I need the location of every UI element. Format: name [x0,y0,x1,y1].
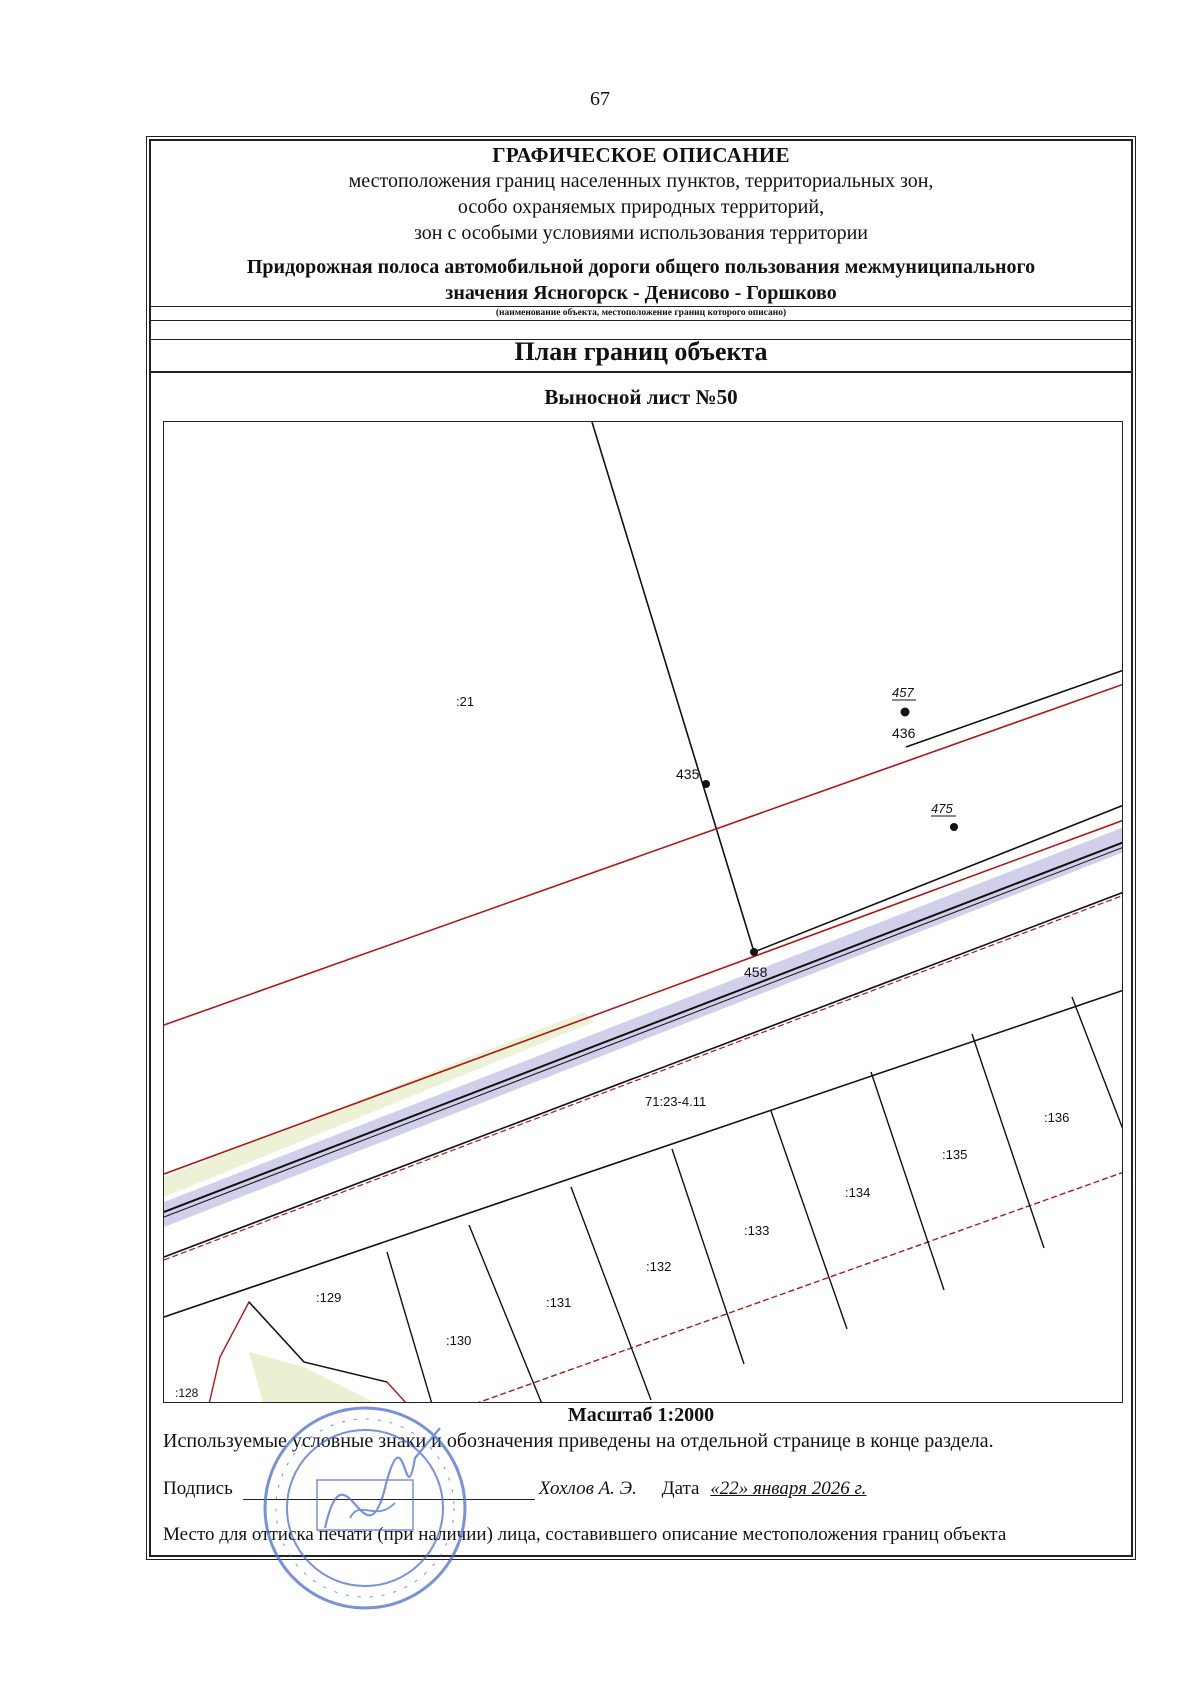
parcel-line [469,1225,542,1403]
label-parcel-132: :132 [646,1259,672,1274]
signature-label: Подпись [163,1478,233,1499]
signer-name: Хохлов А. Э. [538,1478,637,1499]
seal-stamp [255,1398,475,1618]
document-header [151,141,1131,306]
stamp-note: Место для оттиска печати (при наличии) лица, составившего описание местоположения границ объекта [163,1524,1007,1545]
parcel-line [754,805,1123,952]
label-parcel-129: :129 [316,1290,342,1305]
subtitle-line: особо охраняемых природных территорий, [457,196,825,218]
label-parcel-128: :128 [175,1386,199,1400]
green-area [249,1352,384,1403]
date-label: Дата [661,1478,700,1499]
strip-boundary-red [164,820,1123,1174]
parcel-line [672,1149,744,1364]
label-parcel-136: :136 [1044,1110,1070,1125]
label-458: 458 [744,964,768,980]
parcel-line [571,1187,651,1400]
parcel-line [1072,997,1123,1132]
label-475: 475 [931,801,953,816]
parcel-line [771,1111,847,1329]
parcel-line [871,1072,944,1290]
road-line [164,842,1123,1212]
road-edge-dashed [164,892,1123,1257]
point-475 [950,823,958,831]
seal-svg [255,1398,475,1618]
label-zone: 71:23-4.11 [645,1094,707,1109]
point-436 [901,708,910,717]
label-parcel-21: :21 [456,694,475,709]
label-parcel-133: :133 [744,1223,770,1238]
boundary-map [163,421,1123,1403]
parcel-line [387,1252,432,1403]
map-svg [164,422,1123,1403]
road-edge-dashed-red [164,895,1123,1260]
divider [149,320,1133,321]
page-number: 67 [590,88,610,110]
point-458 [750,948,758,956]
label-457: 457 [892,685,914,700]
label-parcel-135: :135 [942,1147,968,1162]
seal-dot-ring [276,1419,454,1597]
road-line [164,847,1123,1217]
parcel-line [592,422,754,952]
object-name-line: значения Ясногорск - Денисово - Горшково [445,282,837,304]
date-value: «22» января 2026 г. [710,1478,867,1499]
label-parcel-134: :134 [845,1185,871,1200]
label-436: 436 [892,725,916,741]
scale-label: Масштаб 1:2000 [567,1404,715,1426]
legend-note: Используемые условные знаки и обозначения приведены на отдельной странице в конце раздела. [163,1430,994,1452]
label-parcel-130: :130 [446,1333,472,1348]
plan-title: План границ объекта [514,337,768,366]
divider [149,371,1133,373]
point-435 [702,780,710,788]
document-title: ГРАФИЧЕСКОЕ ОПИСАНИЕ [492,143,790,167]
label-parcel-131: :131 [546,1295,572,1310]
label-435: 435 [676,766,700,782]
seal-signature-stroke [325,1428,440,1528]
subtitle-line: местоположения границ населенных пунктов, территориальных зон, [348,170,934,192]
sheet-title: Выносной лист №50 [544,385,738,409]
seal-outer-ring [265,1408,465,1608]
strip-boundary-red [164,684,1123,1025]
parcel-line [972,1034,1044,1248]
parcel-line-red-dashed [424,1172,1123,1403]
parcel-line [906,670,1123,747]
object-name-caption: (наименование объекта, местоположение границ которого описано) [495,308,787,318]
object-name-line: Придорожная полоса автомобильной дороги общего пользования межмуниципального [246,256,1036,278]
subtitle-line: зон с особыми условиями использования территории [413,222,869,244]
